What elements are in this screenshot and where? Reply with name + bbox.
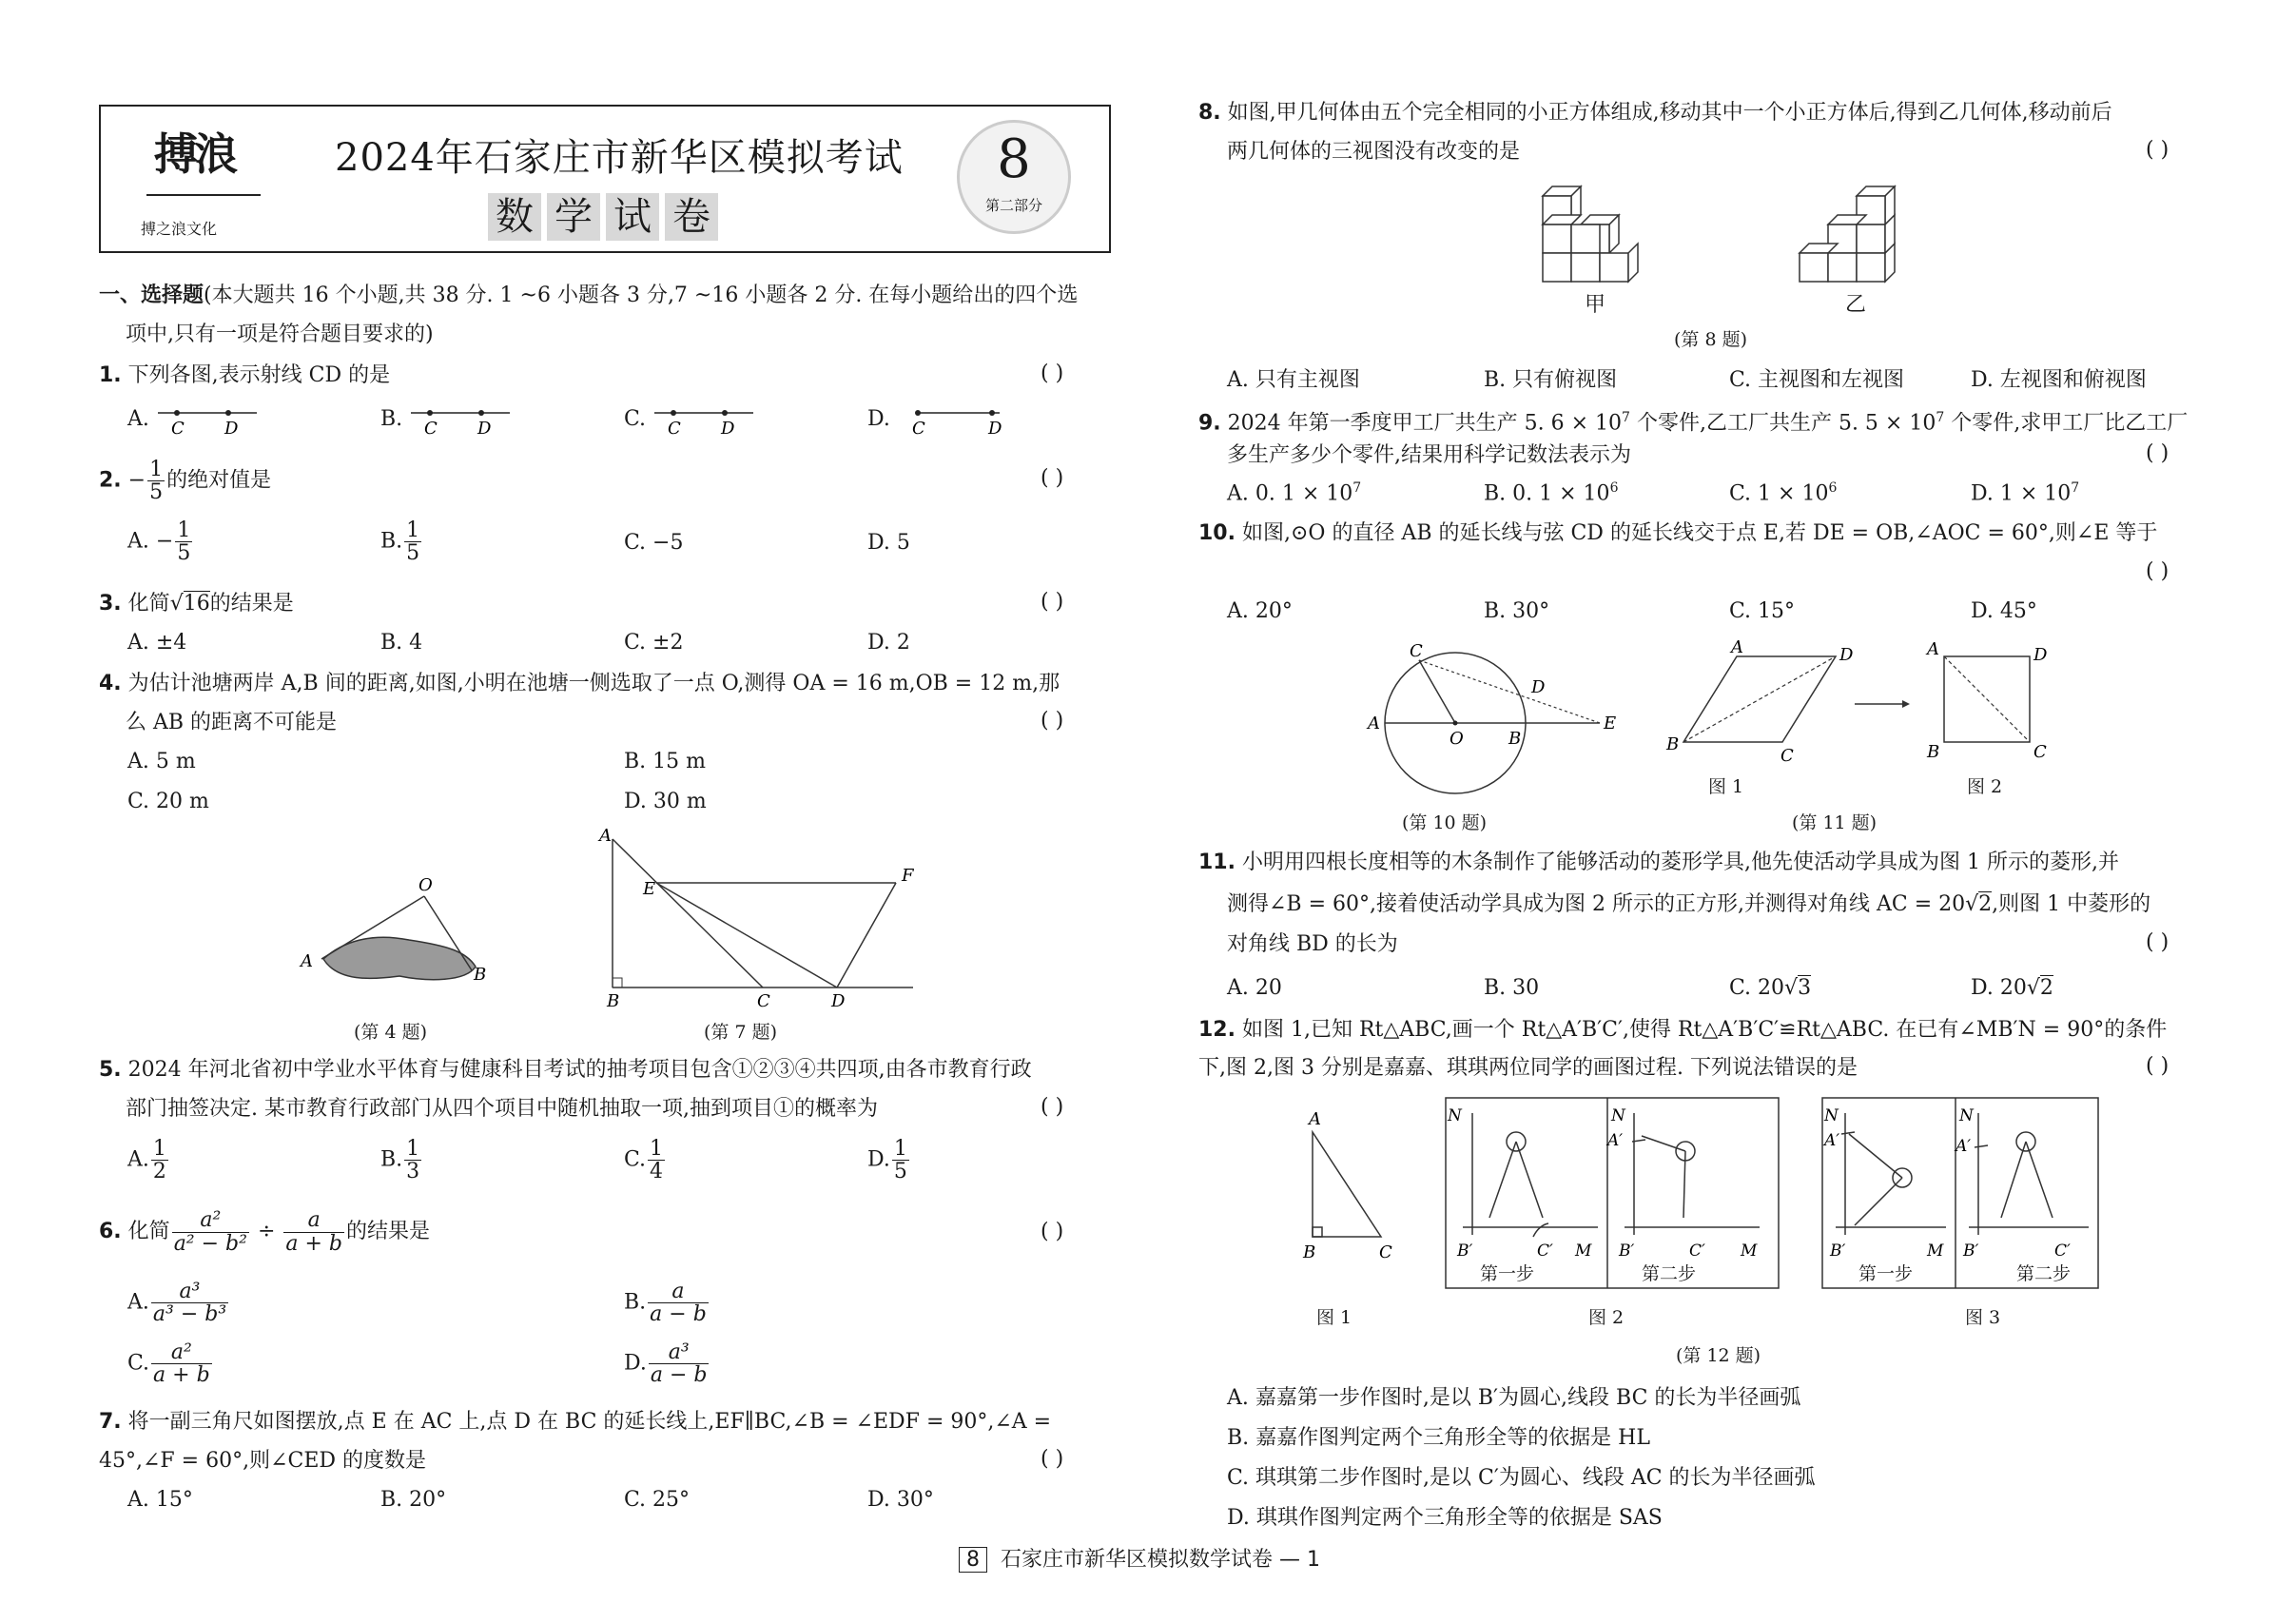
q4-option-d: D. 30 m <box>624 790 707 813</box>
question-8: 8. 如图,甲几何体由五个完全相同的小正方体组成,移动其中一个小正方体后,得到乙几何体,移动前后 <box>1198 101 2112 125</box>
question-11: 11. 小明用四根长度相等的木条制作了能够活动的菱形学具,他先使活动学具成为图 1 所示的菱形,并 <box>1198 851 2119 874</box>
page-footer <box>959 1543 1320 1573</box>
svg-text:D: D <box>1531 677 1546 697</box>
q9-option-a: A. 0. $1 \times 10^7$ <box>1227 480 1362 506</box>
q1-option-c: C. C D <box>624 403 757 436</box>
answer-paren: ( ) <box>1041 466 1064 490</box>
part-badge-text: 第二部分 <box>984 197 1042 214</box>
svg-text:M: M <box>1927 1242 1944 1261</box>
q2-option-a: A. − $\frac{1}{5}$ <box>127 518 191 566</box>
svg-text:C: C <box>911 419 925 436</box>
svg-text:B′: B′ <box>1619 1242 1635 1261</box>
question-7-line2: 45°,∠F = 60°,则∠CED 的度数是 <box>99 1449 427 1473</box>
svg-text:C: C <box>2033 742 2047 762</box>
q2-option-b: B. $\frac{1}{5}$ <box>380 518 420 566</box>
q6-option-d: D. $\frac{\text{a³}}{a - b}$ <box>624 1340 708 1388</box>
svg-text:C: C <box>1780 746 1794 766</box>
figure-12-fig1: 图 1 <box>1316 1307 1352 1328</box>
ray-diagram-c <box>652 403 757 436</box>
question-10: 10. 如图,⊙O 的直径 AB 的延长线与弦 CD 的延长线交于点 E,若 DE = OB,∠AOC = 60°,则∠E 等于 <box>1198 521 2158 545</box>
q3-option-b: B. 4 <box>380 631 423 655</box>
question-5: 5. 2024 年河北省初中学业水平体育与健康科目考试的抽考项目包含①②③④共四项,由各市教育行政 <box>99 1058 1032 1082</box>
figure-11-fig1: 图 1 <box>1708 776 1744 797</box>
svg-text:B: B <box>607 991 620 1008</box>
svg-text:D: D <box>987 419 1002 436</box>
q9-option-c: C. $1 \times 10^6$ <box>1729 480 1838 506</box>
figure-10-circle <box>1351 637 1626 799</box>
question-11-line3: 对角线 BD 的长为 <box>1227 932 1398 956</box>
svg-text:C: C <box>757 991 770 1008</box>
svg-text:E: E <box>643 879 656 899</box>
q12-option-a: A. 嘉嘉第一步作图时,是以 B′为圆心,线段 BC 的长为半径画弧 <box>1227 1386 1801 1410</box>
q6-option-c: C. $\frac{\text{a²}}{a + b}$ <box>127 1340 210 1388</box>
svg-text:M: M <box>1575 1242 1592 1261</box>
answer-paren: ( ) <box>1041 362 1064 385</box>
q11-option-b: B. 30 <box>1484 976 1540 1000</box>
q1-option-a: A. C D <box>127 403 261 436</box>
q7-option-a: A. 15° <box>127 1488 193 1512</box>
q1-option-b: B. C D <box>380 403 514 436</box>
ray-diagram-b <box>409 403 514 436</box>
q1-option-d: D. C D <box>867 403 1002 436</box>
svg-text:D: D <box>831 991 846 1008</box>
svg-text:C: C <box>424 419 438 436</box>
figure-12-fig2: 图 2 <box>1588 1307 1625 1328</box>
question-9-line2: 多生产多少个零件,结果用科学记数法表示为 <box>1227 443 1631 467</box>
figure-8-solid-jia <box>1522 181 1683 285</box>
answer-paren: ( ) <box>2146 441 2170 465</box>
q3-option-c: C. ±2 <box>624 631 684 655</box>
svg-text:N: N <box>1959 1106 1974 1125</box>
svg-text:N: N <box>1448 1106 1462 1125</box>
page-number-box: 8 <box>959 1547 987 1573</box>
figure-11-fig2: 图 2 <box>1967 776 2003 797</box>
footer-text: 石家庄市新华区模拟数学试卷 — 1 <box>1001 1548 1320 1572</box>
figure-8-solid-yi <box>1779 181 1940 285</box>
question-3: 3. 化简√16的结果是 <box>99 592 294 616</box>
sqrt: √16 <box>169 592 210 616</box>
question-4-line2: 么 AB 的距离不可能是 <box>126 711 338 734</box>
figure-8-caption: (第 8 题) <box>1674 329 1747 350</box>
part-badge-number: 8 <box>997 128 1031 190</box>
svg-text:D: D <box>477 419 492 436</box>
svg-text:D: D <box>224 419 239 436</box>
svg-text:C: C <box>1410 641 1423 661</box>
question-2: 2. − $\frac{1}{5}$ 的绝对值是 <box>99 458 272 505</box>
q3-option-d: D. 2 <box>867 631 910 655</box>
svg-text:O: O <box>418 875 433 895</box>
svg-text:M: M <box>1741 1242 1758 1261</box>
logo <box>137 116 265 247</box>
question-8-line2: 两几何体的三视图没有改变的是 <box>1227 140 1521 164</box>
q7-option-d: D. 30° <box>867 1488 934 1512</box>
figure-12-step2-jiajia: 第二步 <box>1642 1263 1697 1284</box>
svg-text:A: A <box>1309 1109 1321 1129</box>
svg-text:A′: A′ <box>1955 1137 1972 1156</box>
question-6: 6. 化简 $\frac{\text{a²}}{\text{a² − b²}}$ ÷ $\frac{a}{a + b}$ 的结果是 <box>99 1208 431 1256</box>
label-jia: 甲 <box>1585 293 1606 317</box>
answer-paren: ( ) <box>1041 1095 1064 1119</box>
svg-text:O: O <box>1450 729 1464 749</box>
answer-paren: ( ) <box>1041 709 1064 733</box>
q8-option-a: A. 只有主视图 <box>1227 368 1360 392</box>
figure-7-caption: (第 7 题) <box>704 1022 777 1043</box>
section-desc: 项中,只有一项是符合题目要求的) <box>126 323 434 346</box>
fraction: $\frac{1}{5}$ <box>149 458 164 505</box>
figure-10-caption: (第 10 题) <box>1402 812 1488 833</box>
figure-12-constructions <box>1274 1094 2111 1327</box>
svg-text:C′: C′ <box>1689 1242 1705 1261</box>
svg-text:C: C <box>1379 1242 1392 1262</box>
figure-12-caption: (第 12 题) <box>1676 1345 1761 1366</box>
ray-diagram-a <box>156 403 261 436</box>
svg-text:B: B <box>1666 734 1680 754</box>
svg-text:A: A <box>599 828 612 846</box>
svg-text:B′: B′ <box>1830 1242 1846 1261</box>
q8-option-d: D. 左视图和俯视图 <box>1971 368 2147 392</box>
ray-diagram-d <box>897 403 1002 436</box>
svg-text:A: A <box>1731 637 1743 657</box>
q10-option-c: C. 15° <box>1729 599 1796 623</box>
svg-text:A: A <box>1368 714 1380 733</box>
logo-subtext: 搏之浪文化 <box>141 220 218 238</box>
svg-text:B′: B′ <box>1963 1242 1979 1261</box>
question-7: 7. 将一副三角尺如图摆放,点 E 在 AC 上,点 D 在 BC 的延长线上,EF∥BC,∠B = ∠EDF = 90°,∠A = <box>99 1410 1052 1434</box>
svg-text:C′: C′ <box>2054 1242 2071 1261</box>
svg-text:A: A <box>1927 639 1939 659</box>
q5-option-d: D. $\frac{1}{5}$ <box>867 1137 907 1184</box>
svg-text:C: C <box>668 419 681 436</box>
svg-text:B′: B′ <box>1457 1242 1473 1261</box>
q4-option-c: C. 20 m <box>127 790 209 813</box>
svg-text:D: D <box>2033 645 2048 665</box>
q10-option-a: A. 20° <box>1227 599 1293 623</box>
q3-option-a: A. ±4 <box>127 631 187 655</box>
q5-option-c: C. $\frac{1}{4}$ <box>624 1137 664 1184</box>
answer-paren: ( ) <box>1041 1220 1064 1243</box>
question-4: 4. 为估计池塘两岸 A,B 间的距离,如图,小明在池塘一侧选取了一点 O,测得 OA = 16 m,OB = 12 m,那 <box>99 672 1060 695</box>
exam-title: 2024年石家庄市新华区模拟考试 <box>335 136 904 180</box>
answer-paren: ( ) <box>2146 559 2170 583</box>
answer-paren: ( ) <box>2146 138 2170 162</box>
answer-paren: ( ) <box>1041 590 1064 614</box>
subject-title: 数 学 试 卷 <box>485 186 721 241</box>
q2-option-d: D. 5 <box>867 531 910 555</box>
q10-option-b: B. 30° <box>1484 599 1550 623</box>
q5-option-b: B. $\frac{1}{3}$ <box>380 1137 420 1184</box>
q6-option-a: A. $\frac{\text{a³}}{\text{a³ − b³}}$ <box>127 1280 227 1327</box>
q11-option-d: D. 20√2 <box>1971 976 2053 1000</box>
question-12: 12. 如图 1,已知 Rt△ABC,画一个 Rt△A′B′C′,使得 Rt△A′B′C′≌Rt△ABC. 在已有∠MB′N = 90°的条件 <box>1198 1018 2168 1042</box>
svg-text:N: N <box>1611 1106 1625 1125</box>
figure-12-step2-qiqi: 第二步 <box>2016 1263 2072 1284</box>
q9-option-b: B. 0. $1 \times 10^6$ <box>1484 480 1619 506</box>
svg-text:B: B <box>1927 742 1940 762</box>
q4-option-b: B. 15 m <box>624 750 707 773</box>
svg-text:C′: C′ <box>1537 1242 1553 1261</box>
q2-option-c: C. −5 <box>624 531 684 555</box>
q4-option-a: A. 5 m <box>127 750 196 773</box>
svg-text:A′: A′ <box>1607 1131 1624 1150</box>
label-yi: 乙 <box>1845 293 1867 317</box>
question-1: 1. 下列各图,表示射线 CD 的是 <box>99 363 391 387</box>
svg-text:E: E <box>1604 714 1617 733</box>
q11-option-a: A. 20 <box>1227 976 1282 1000</box>
q5-option-a: A. $\frac{1}{2}$ <box>127 1137 166 1184</box>
q10-option-d: D. 45° <box>1971 599 2037 623</box>
q11-option-c: C. 20√3 <box>1729 976 1812 1000</box>
answer-paren: ( ) <box>2146 1054 2170 1078</box>
logo-rule <box>146 194 261 196</box>
q9-option-d: D. $1 \times 10^7$ <box>1971 480 2080 506</box>
logo-text: 搏浪 <box>154 128 234 180</box>
answer-paren: ( ) <box>2146 930 2170 954</box>
figure-4-pond <box>285 875 504 1008</box>
part-badge <box>957 120 1071 234</box>
q12-option-b: B. 嘉嘉作图判定两个三角形全等的依据是 HL <box>1227 1426 1650 1450</box>
question-5-line2: 部门抽签决定. 某市教育行政部门从四个项目中随机抽取一项,抽到项目①的概率为 <box>126 1097 878 1121</box>
svg-text:B: B <box>1303 1242 1316 1262</box>
svg-text:N: N <box>1824 1106 1839 1125</box>
q7-option-b: B. 20° <box>380 1488 447 1512</box>
exam-header <box>99 105 1111 253</box>
figure-12-step1-qiqi: 第一步 <box>1858 1263 1914 1284</box>
q8-option-b: B. 只有俯视图 <box>1484 368 1618 392</box>
svg-text:A: A <box>301 951 313 971</box>
svg-text:D: D <box>1839 645 1854 665</box>
section-heading: 一、选择题(本大题共 16 个小题,共 38 分. 1 ~6 小题各 3 分,7 ~16 小题各 2 分. 在每小题给出的四个选 <box>99 284 1079 307</box>
figure-7-triangles <box>590 828 923 1008</box>
svg-text:C: C <box>170 419 185 436</box>
question-12-line2: 下,图 2,图 3 分别是嘉嘉、琪琪两位同学的画图过程. 下列说法错误的是 <box>1198 1056 1858 1080</box>
q6-option-b: B. $\frac{a}{a - b}$ <box>624 1280 707 1327</box>
svg-text:D: D <box>721 419 735 436</box>
question-9: 9. 2024 年第一季度甲工厂共生产 5. $6 \times 10^7$ 个零件,乙工厂共生产 5. $5 \times 10^7$ 个零件,求甲工厂比乙工厂 <box>1198 410 2189 436</box>
q7-option-c: C. 25° <box>624 1488 691 1512</box>
figure-4-caption: (第 4 题) <box>354 1022 427 1043</box>
figure-12-step1-jiajia: 第一步 <box>1480 1263 1535 1284</box>
svg-text:F: F <box>902 866 914 886</box>
q12-option-c: C. 琪琪第二步作图时,是以 C′为圆心、线段 AC 的长为半径画弧 <box>1227 1466 1816 1490</box>
svg-text:B: B <box>474 965 487 985</box>
svg-text:B: B <box>1508 729 1522 749</box>
q8-option-c: C. 主视图和左视图 <box>1729 368 1905 392</box>
question-11-line2: 测得∠B = 60°,接着使活动学具成为图 2 所示的正方形,并测得对角线 AC = 20√2,则图 1 中菱形的 <box>1227 892 2151 916</box>
answer-paren: ( ) <box>1041 1447 1064 1471</box>
q12-option-d: D. 琪琪作图判定两个三角形全等的依据是 SAS <box>1227 1506 1663 1530</box>
svg-text:A′: A′ <box>1824 1131 1840 1150</box>
figure-11-caption: (第 11 题) <box>1792 812 1878 833</box>
figure-12-fig3: 图 3 <box>1965 1307 2001 1328</box>
